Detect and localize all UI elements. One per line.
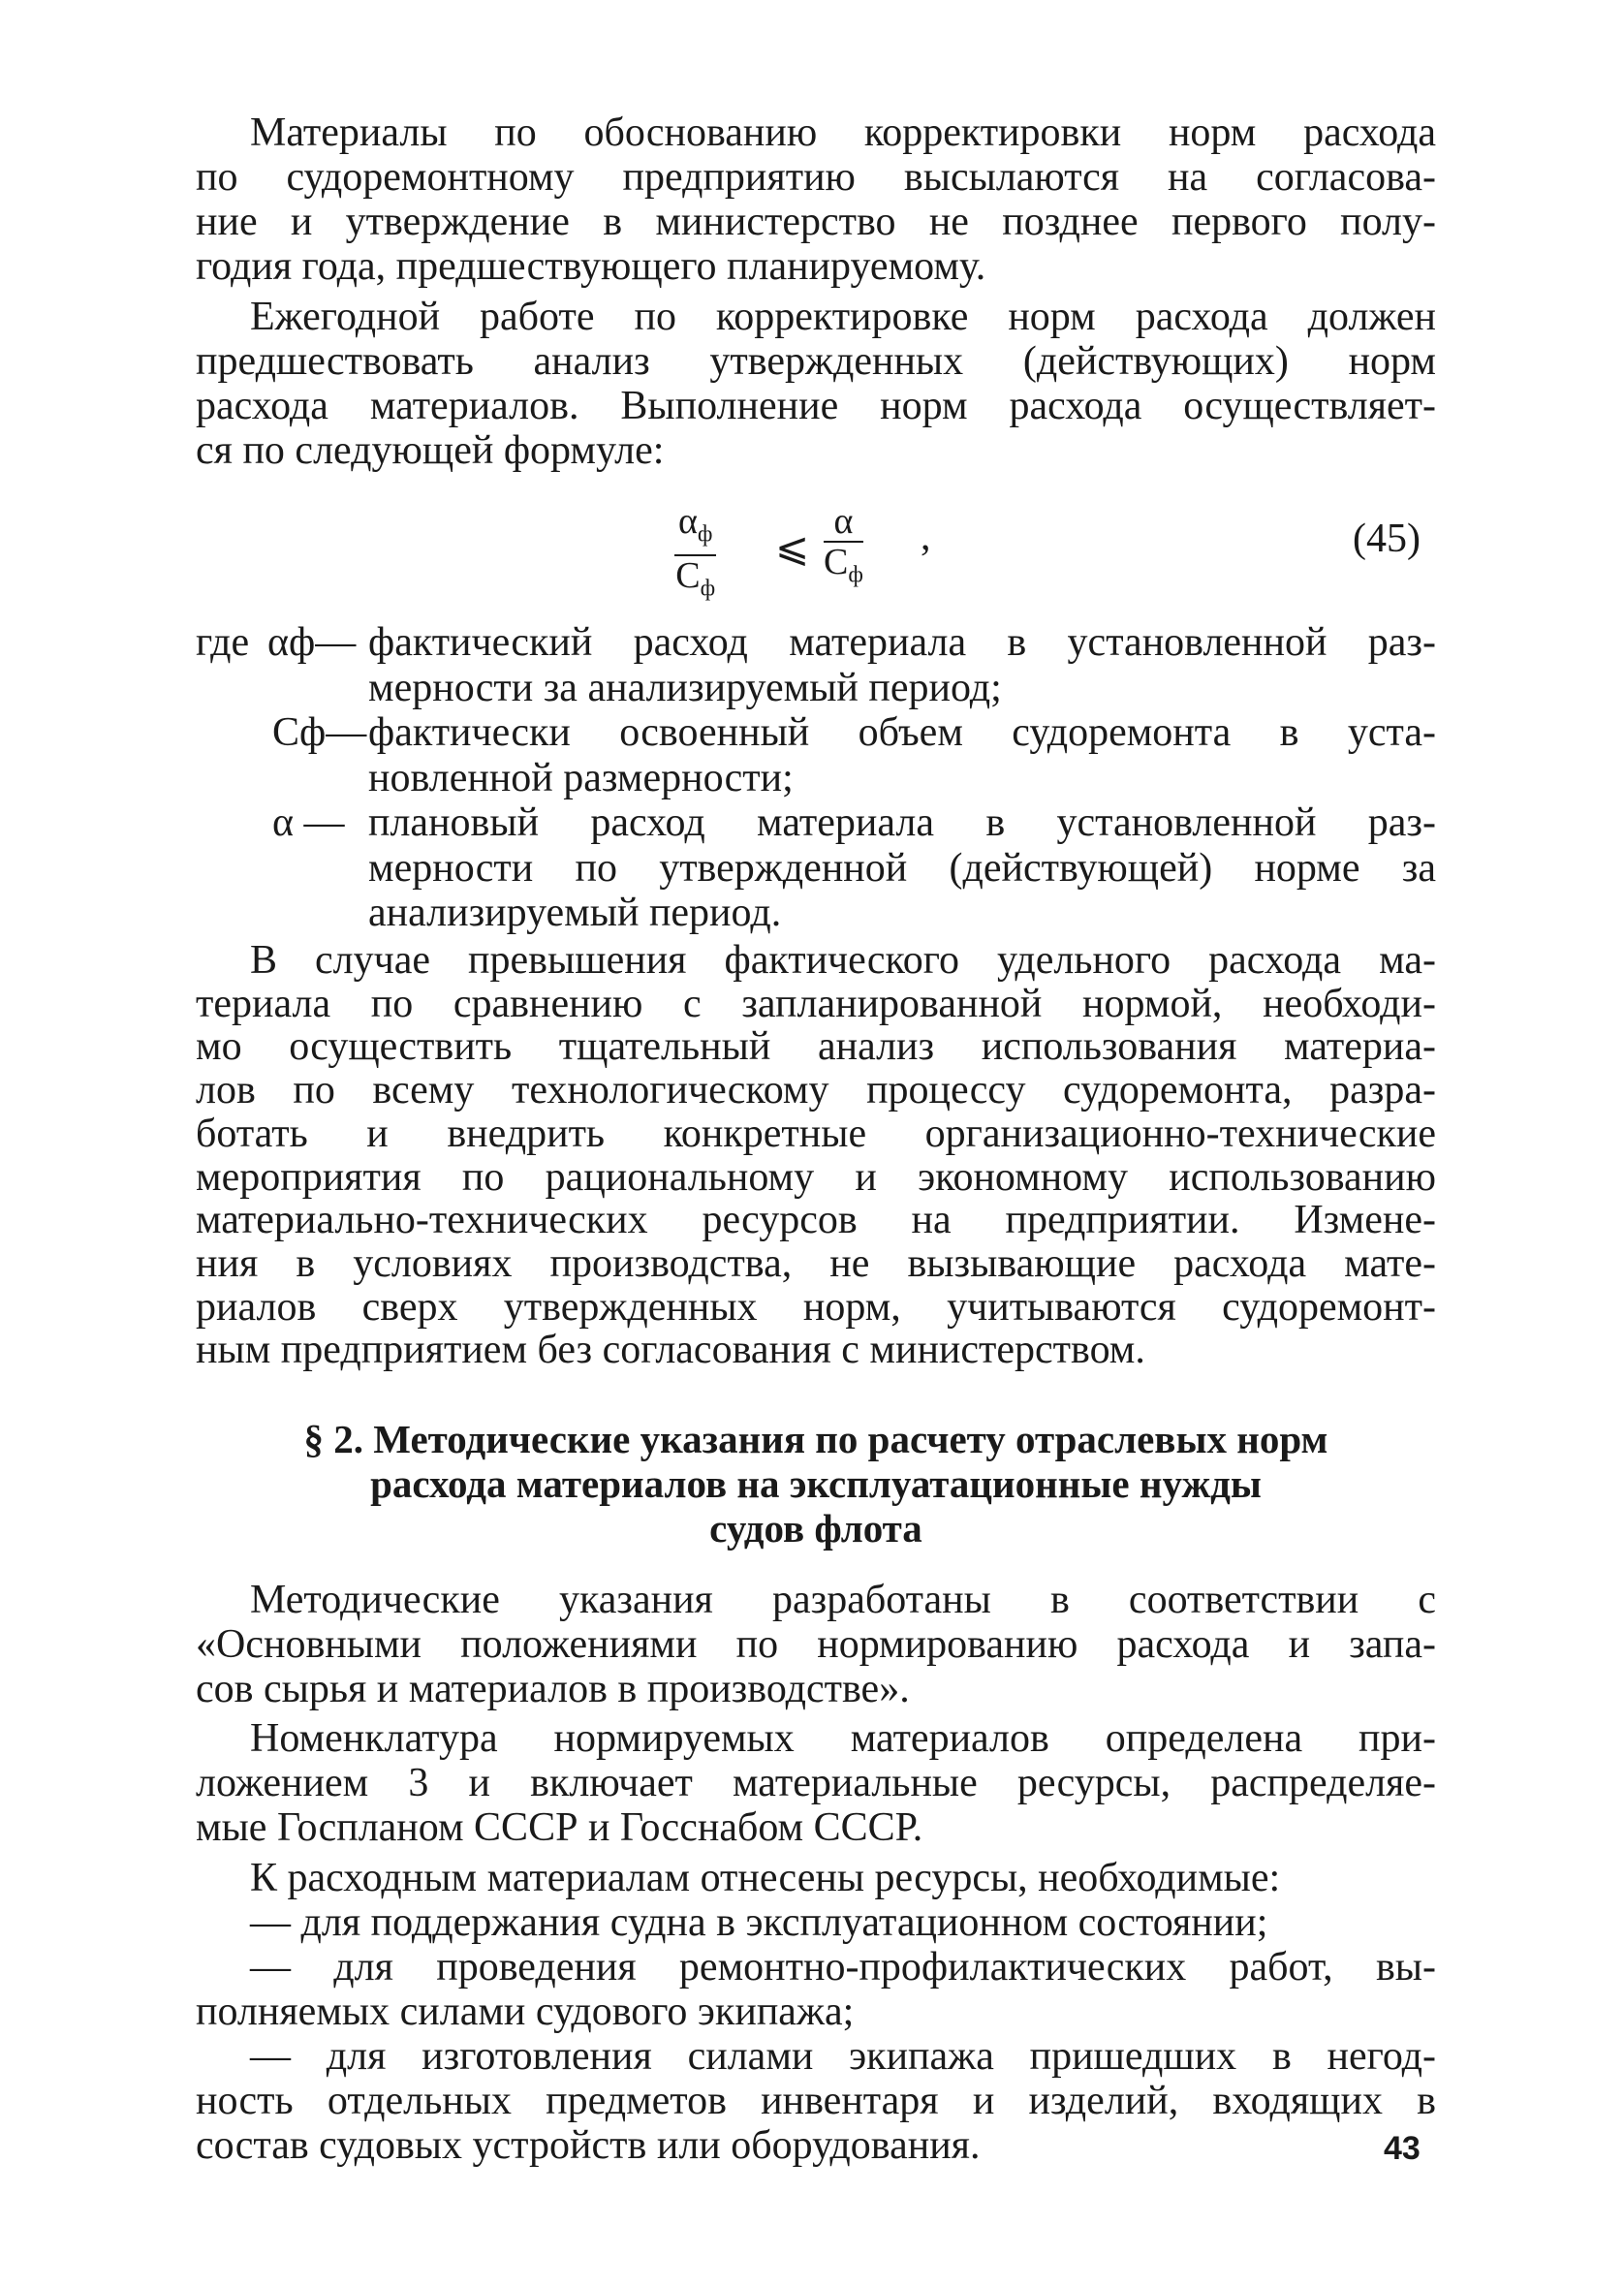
- formula-number: (45): [1353, 517, 1421, 561]
- definition-line: мерности за анализируемый период;: [368, 666, 1002, 710]
- less-or-equal-operator: ⩽: [775, 526, 810, 571]
- paragraph_1-line: годия года, предшествующего планируемому.: [196, 244, 986, 289]
- paragraph_3-line: лов по всему технологическому процессу судоремонта, разра-: [196, 1068, 1436, 1113]
- paragraph_3-line: ным предприятием без согласования с министерством.: [196, 1328, 1145, 1372]
- numerator: α: [678, 501, 698, 542]
- paragraph_3-line: риалов сверх утвержденных норм, учитываются судоремонт-: [196, 1285, 1436, 1330]
- paragraph_1-line: Материалы по обоснованию корректировки норм расхода: [250, 110, 1436, 155]
- paragraph_3-line: ботать и внедрить конкретные организационно-технические: [196, 1112, 1436, 1156]
- numerator: α: [833, 501, 854, 542]
- paragraph_1-line: по судоремонтному предприятию высылаются на согласова-: [196, 155, 1436, 200]
- fraction-planned: [824, 502, 863, 595]
- paragraph_6-line: ность отдельных предметов инвентаря и изделий, входящих в: [196, 2079, 1436, 2123]
- section-heading-line: § 2. Методические указания по расчету отраслевых норм: [303, 1417, 1328, 1461]
- fraction-actual: [674, 502, 716, 608]
- paragraph_5-line: ложением 3 и включает материальные ресурсы, распределяе-: [196, 1761, 1436, 1805]
- definition-symbol: Сф—: [272, 710, 367, 755]
- paragraph_3-line: териала по сравнению с запланированной нормой, необходи-: [196, 982, 1436, 1026]
- section-heading-line: судов флота: [709, 1506, 922, 1551]
- paragraph_4-line: Методические указания разработаны в соответствии с: [250, 1578, 1436, 1622]
- paragraph_6-line: К расходным материалам отнесены ресурсы, необходимые:: [250, 1856, 1281, 1900]
- subscript: ф: [700, 576, 716, 602]
- definition-line: новленной размерности;: [368, 756, 794, 800]
- definition-line: фактически освоенный объем судоремонта в уста-: [368, 710, 1436, 755]
- paragraph_6-line: — для проведения ремонтно-профилактических работ, вы-: [250, 1945, 1436, 1990]
- paragraph_5-line: Номенклатура нормируемых материалов определена при-: [250, 1716, 1436, 1761]
- paragraph_4-line: «Основными положениями по нормированию расхода и запа-: [196, 1622, 1436, 1667]
- definition-line: анализируемый период.: [368, 891, 782, 935]
- paragraph_1-line: ние и утверждение в министерство не позднее первого полу-: [196, 200, 1436, 244]
- formula-comma: ,: [921, 515, 931, 559]
- denominator: С: [675, 554, 701, 596]
- paragraph_3-line: В случае превышения фактического удельного расхода ма-: [250, 938, 1436, 983]
- subscript: ф: [848, 562, 863, 588]
- paragraph_2-line: ся по следующей формуле:: [196, 428, 665, 473]
- paragraph_6-line: — для поддержания судна в эксплуатационном состоянии;: [250, 1900, 1268, 1945]
- definitions-lead: где: [196, 620, 250, 665]
- paragraph_6-line: полняемых силами судового экипажа;: [196, 1990, 855, 2034]
- paragraph_2-line: предшествовать анализ утвержденных (действующих) норм: [196, 339, 1436, 384]
- paragraph_2-line: Ежегодной работе по корректировке норм расхода должен: [250, 295, 1436, 339]
- paragraph_6-line: — для изготовления силами экипажа пришедших в негод-: [250, 2034, 1436, 2079]
- section-heading-line: расхода материалов на эксплуатационные нужды: [370, 1461, 1262, 1506]
- definition-line: мерности по утвержденной (действующей) норме за: [368, 846, 1436, 891]
- page-number: 43: [1384, 2130, 1421, 2167]
- subscript: ф: [697, 521, 713, 548]
- paragraph_3-line: мероприятия по рациональному и экономному использованию: [196, 1155, 1436, 1200]
- paragraph_3-line: материально-технических ресурсов на предприятии. Измене-: [196, 1198, 1436, 1242]
- paragraph_5-line: мые Госпланом СССР и Госснабом СССР.: [196, 1805, 923, 1850]
- paragraph_4-line: сов сырья и материалов в производстве».: [196, 1667, 910, 1711]
- definition-line: плановый расход материала в установленной раз-: [368, 800, 1436, 845]
- denominator: С: [824, 542, 849, 582]
- paragraph_3-line: мо осуществить тщательный анализ использования материа-: [196, 1024, 1436, 1069]
- paragraph_2-line: расхода материалов. Выполнение норм расхода осуществляет-: [196, 384, 1436, 428]
- definition-symbol: α —: [272, 800, 345, 845]
- definition-line: фактический расход материала в установленной раз-: [368, 620, 1436, 665]
- definition-symbol: αф—: [267, 620, 357, 665]
- paragraph_3-line: ния в условиях производства, не вызывающие расхода мате-: [196, 1241, 1436, 1286]
- paragraph_6-line: состав судовых устройств или оборудования.: [196, 2123, 981, 2168]
